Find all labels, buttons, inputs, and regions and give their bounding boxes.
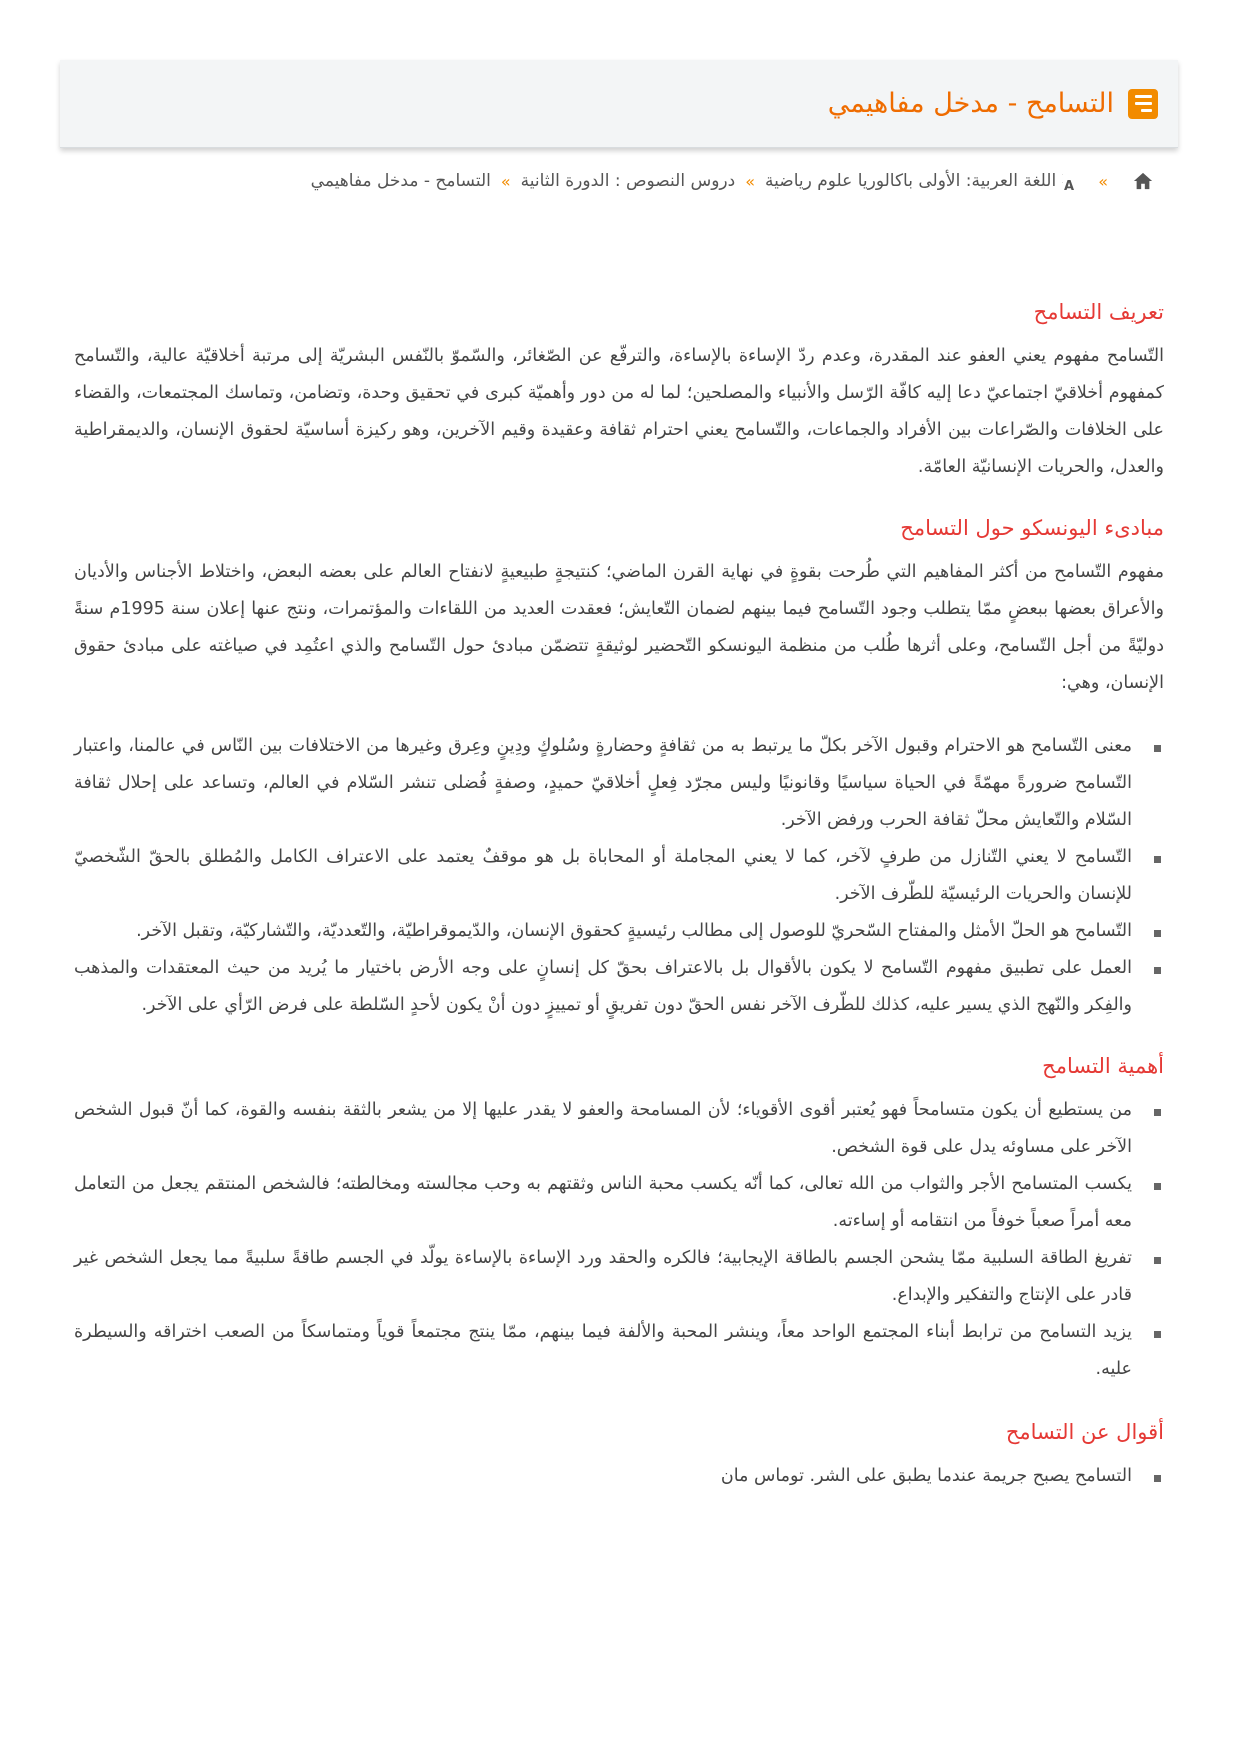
list-item: معنى التّسامح هو الاحترام وقبول الآخر بكلّ ما يرتبط به من ثقافةٍ وحضارةٍ وسُلوكٍ ودِينٍ وعِرق وغيرها من الاختلافات بين النّاس في عالمنا، واعتبار التّسامح ضرورةً مهمّةً في الحياة سياسيًا وقانونيًا وليس مجرّد فِعلٍ أخلاقيّ حميدٍ، وصفةٍ فُضلى تنشر السّلام في العالم، وتساعد على إحلال ثقافة السّلام والتّعايش محلّ ثقافة الحرب ورفض الآخر. bbox=[74, 728, 1164, 839]
page-header bbox=[60, 60, 1178, 148]
breadcrumb-separator: » bbox=[745, 171, 756, 191]
paragraph: التّسامح مفهوم يعني العفو عند المقدرة، وعدم ردّ الإساءة بالإساءة، والترفّع عن الصّغائر، والسّموّ بالنّفس البشريّة إلى مرتبة أخلاقيّة عالية، والتّسامح كمفهوم أخلاقيّ اجتماعيّ دعا إليه كافّة الرّسل والأنبياء والمصلحين؛ لما له من دور وأهميّة كبرى في تحقيق وحدة، وتضامن، وتماسك المجتمعات، والقضاء على الخلافات والصّراعات بين الأفراد والجماعات، والتّسامح يعني احترام ثقافة وعقيدة وقيم الآخرين، وهو ركيزة أساسيّة لحقوق الإنسان، والديمقراطية والعدل، والحريات الإنسانيّة العامّة. bbox=[74, 346, 1164, 477]
list-item: يزيد التسامح من ترابط أبناء المجتمع الواحد معاً، وينشر المحبة والألفة فيما بينهم، ممّا ينتج مجتمعاً قوياً ومتماسكاً من الصعب اختراقه والسيطرة عليه. bbox=[74, 1314, 1164, 1388]
section-quotes bbox=[74, 1420, 1164, 1495]
list-item: التّسامح لا يعني التّنازل من طرفٍ لآخر، كما لا يعني المجاملة أو المحاباة بل هو موقفٌ يعتمد على الاعتراف الكامل والمُطلق بالحقّ الشّخصيّ للإنسان والحريات الرئيسيّة للطّرف الآخر. bbox=[74, 839, 1164, 913]
breadcrumb-item-subject[interactable]: اللغة العربية: الأولى باكالوريا علوم رياضية bbox=[765, 171, 1057, 191]
section-heading: أقوال عن التسامح bbox=[1005, 1420, 1164, 1444]
paragraph: مفهوم التّسامح من أكثر المفاهيم التي طُرحت بقوةٍ في نهاية القرن الماضي؛ كنتيجةٍ طبيعيةٍ لانفتاح العالم على بعضه البعض، واختلاط الأجناس والأديان والأعراق بعضها ببعضٍ ممّا يتطلب وجود التّسامح فيما بينهم لضمان التّعايش؛ فعقدت العديد من اللقاءات والمؤتمرات، ونتج عنها إعلان سنة 1995م سنةً دوليّةً من أجل التّسامح، وعلى أثرها طُلب من منظمة اليونسكو التّحضير لوثيقةٍ تتضمّن مبادئ حول التّسامح والذي اعتُمِد في صياغته على مبادئ حقوق الإنسان، وهي: bbox=[74, 562, 1164, 693]
svg-text:A: A bbox=[1064, 179, 1075, 192]
section-importance bbox=[74, 1054, 1164, 1388]
section-heading: تعريف التسامح bbox=[1033, 300, 1164, 324]
page-title: التسامح - مدخل مفاهيمي bbox=[827, 88, 1114, 119]
bullet-list bbox=[74, 728, 1164, 1024]
breadcrumb-separator: » bbox=[1098, 171, 1108, 191]
list-item: يكسب المتسامح الأجر والثواب من الله تعالى، كما أنّه يكسب محبة الناس وثقتهم به وحب مجالسته ومخالطته؛ فالشخص المنتقم يجعل من التعامل معه أمراً صعباً خوفاً من انتقامه أو إساءته. bbox=[74, 1166, 1164, 1240]
translate-icon bbox=[1062, 170, 1088, 192]
list-item: التّسامح هو الحلّ الأمثل والمفتاح السّحريّ للوصول إلى مطالب رئيسيةٍ كحقوق الإنسان، والدّيموقراطيّة، والتّعدديّة، والتّشاركيّة، وتقبل الآخر. bbox=[74, 913, 1164, 950]
document-icon bbox=[1128, 89, 1158, 119]
bullet-list bbox=[74, 1092, 1164, 1388]
bullet-list bbox=[74, 1458, 1164, 1495]
section-heading: مبادىء اليونسكو حول التسامح bbox=[900, 516, 1164, 540]
list-item: التسامح يصبح جريمة عندما يطبق على الشر. توماس مان bbox=[74, 1458, 1164, 1495]
breadcrumb-separator: » bbox=[500, 171, 511, 191]
svg-text:文 bbox=[1062, 171, 1063, 185]
home-icon[interactable] bbox=[1132, 171, 1154, 191]
breadcrumb-item-lessons[interactable]: دروس النصوص : الدورة الثانية bbox=[520, 171, 736, 191]
list-item: من يستطيع أن يكون متسامحاً فهو يُعتبر أقوى الأقوياء؛ لأن المسامحة والعفو لا يقدر عليها إلا من يشعر بالثقة بنفسه والقوة، كما أنّ قبول الشخص الآخر على مساوئه يدل على قوة الشخص. bbox=[74, 1092, 1164, 1166]
list-item: تفريغ الطاقة السلبية ممّا يشحن الجسم بالطاقة الإيجابية؛ فالكره والحقد ورد الإساءة بالإساءة يولّد في الجسم طاقةً سلبيةً مما يجعل الشخص غير قادر على الإنتاج والتفكير والإبداع. bbox=[74, 1240, 1164, 1314]
list-item: العمل على تطبيق مفهوم التّسامح لا يكون بالأقوال بل بالاعتراف بحقّ كل إنسانٍ على وجه الأرض باختيار ما يُريد من حيث المعتقدات والمذهب والفِكر والنّهج الذي يسير عليه، كذلك للطّرف الآخر نفس الحقّ دون تفريقٍ أو تمييزٍ دون أنْ يكون لأحدٍ السّلطة على فرض الرّأي على الآخر. bbox=[74, 950, 1164, 1024]
breadcrumb-item-current: التسامح - مدخل مفاهيمي bbox=[310, 171, 491, 191]
section-unesco-principles bbox=[74, 516, 1164, 1024]
article-content bbox=[74, 300, 1164, 1495]
breadcrumb bbox=[311, 170, 1154, 192]
section-definition bbox=[74, 300, 1164, 486]
section-heading: أهمية التسامح bbox=[1042, 1054, 1164, 1078]
